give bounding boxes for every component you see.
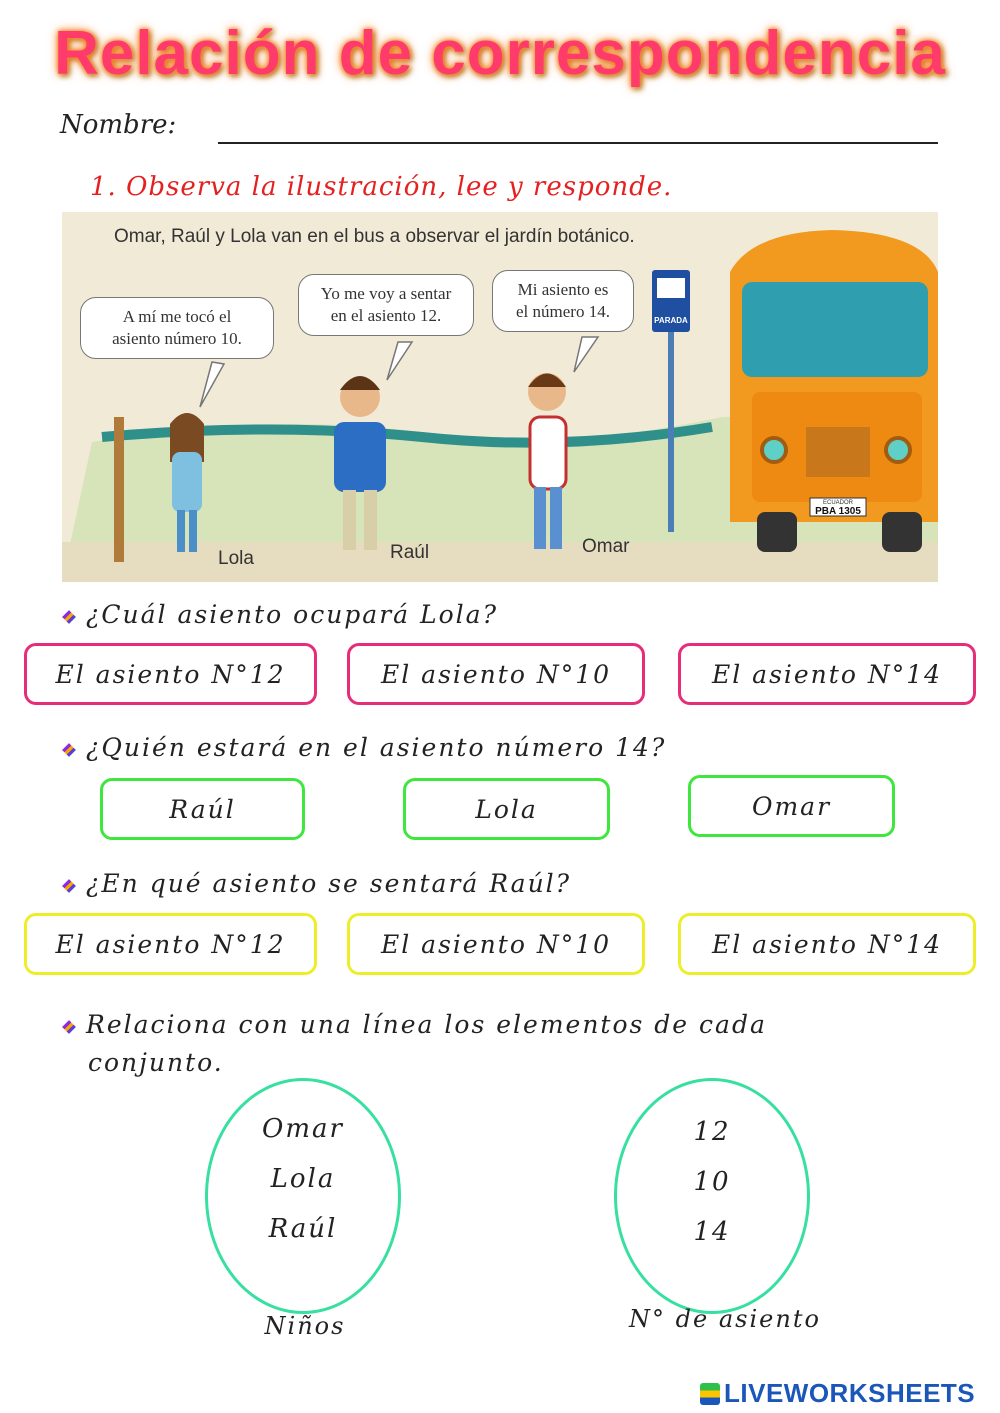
label-lola: Lola — [218, 548, 254, 569]
q3-option-1[interactable]: El asiento N°12 — [24, 913, 317, 975]
question-2 — [62, 733, 666, 762]
name-label: Nombre: — [60, 110, 177, 140]
set-a-item-raul[interactable]: Raúl — [268, 1214, 338, 1244]
q2-option-2[interactable]: Lola — [403, 778, 610, 840]
bubble-text: Yo me voy a sentar — [320, 284, 452, 303]
name-input-line[interactable] — [218, 142, 938, 144]
liveworksheets-logo-icon — [700, 1383, 720, 1405]
question-text: ¿Cuál asiento ocupará Lola? — [86, 600, 498, 629]
q3-option-3[interactable]: El asiento N°14 — [678, 913, 976, 975]
bullet-icon — [62, 743, 76, 757]
set-a-item-omar[interactable]: Omar — [262, 1114, 344, 1144]
set-a-label: Niños — [264, 1312, 346, 1340]
set-b-item-14[interactable]: 14 — [693, 1217, 731, 1247]
bubble-text: en el asiento 12. — [330, 306, 442, 325]
brand-footer[interactable] — [700, 1378, 975, 1409]
q1-option-1[interactable]: El asiento N°12 — [24, 643, 317, 705]
q3-option-2[interactable]: El asiento N°10 — [347, 913, 645, 975]
question-text: ¿Quién estará en el asiento número 14? — [86, 733, 667, 762]
bullet-icon — [62, 610, 76, 624]
illustration — [62, 212, 938, 582]
brand-text: LIVEWORKSHEETS — [724, 1378, 976, 1408]
label-raul: Raúl — [390, 542, 430, 563]
instruction: 1. Observa la ilustración, lee y responde. — [90, 172, 673, 202]
set-b-item-12[interactable]: 12 — [693, 1117, 731, 1147]
bubble-text: A mí me tocó el — [122, 307, 232, 326]
illustration-caption: Omar, Raúl y Lola van en el bus a observar el jardín botánico. — [114, 226, 635, 247]
illustration-drawing — [62, 212, 938, 582]
set-a-item-lola[interactable]: Lola — [270, 1164, 336, 1194]
set-b-item-10[interactable]: 10 — [693, 1167, 731, 1197]
speech-bubble-omar — [492, 270, 634, 332]
relate-text-line1: Relaciona con una línea los elementos de cada — [86, 1010, 767, 1039]
speech-bubble-lola — [80, 297, 274, 359]
relate-instruction — [62, 1006, 942, 1082]
q1-option-3[interactable]: El asiento N°14 — [678, 643, 976, 705]
question-1 — [62, 600, 498, 629]
q2-option-3[interactable]: Omar — [688, 775, 895, 837]
bus-stop-sign: PARADA — [654, 316, 688, 325]
bubble-text: el número 14. — [516, 302, 610, 321]
bullet-icon — [62, 879, 76, 893]
set-b-label: N° de asiento — [629, 1305, 821, 1333]
question-3 — [62, 869, 571, 898]
speech-bubble-raul — [298, 274, 474, 336]
plate-country: ECUADOR — [822, 500, 853, 506]
q2-option-1[interactable]: Raúl — [100, 778, 305, 840]
bubble-text: Mi asiento es — [517, 280, 609, 299]
bullet-icon — [62, 1020, 76, 1034]
page-title: Relación de correspondencia — [54, 19, 946, 88]
relate-text-line2: conjunto. — [88, 1048, 224, 1077]
bubble-text: asiento número 10. — [112, 329, 242, 348]
name-row — [60, 110, 940, 150]
license-plate: PBA 1305 — [815, 506, 861, 517]
q1-option-2[interactable]: El asiento N°10 — [347, 643, 645, 705]
label-omar: Omar — [582, 536, 630, 557]
question-text: ¿En qué asiento se sentará Raúl? — [86, 869, 572, 898]
